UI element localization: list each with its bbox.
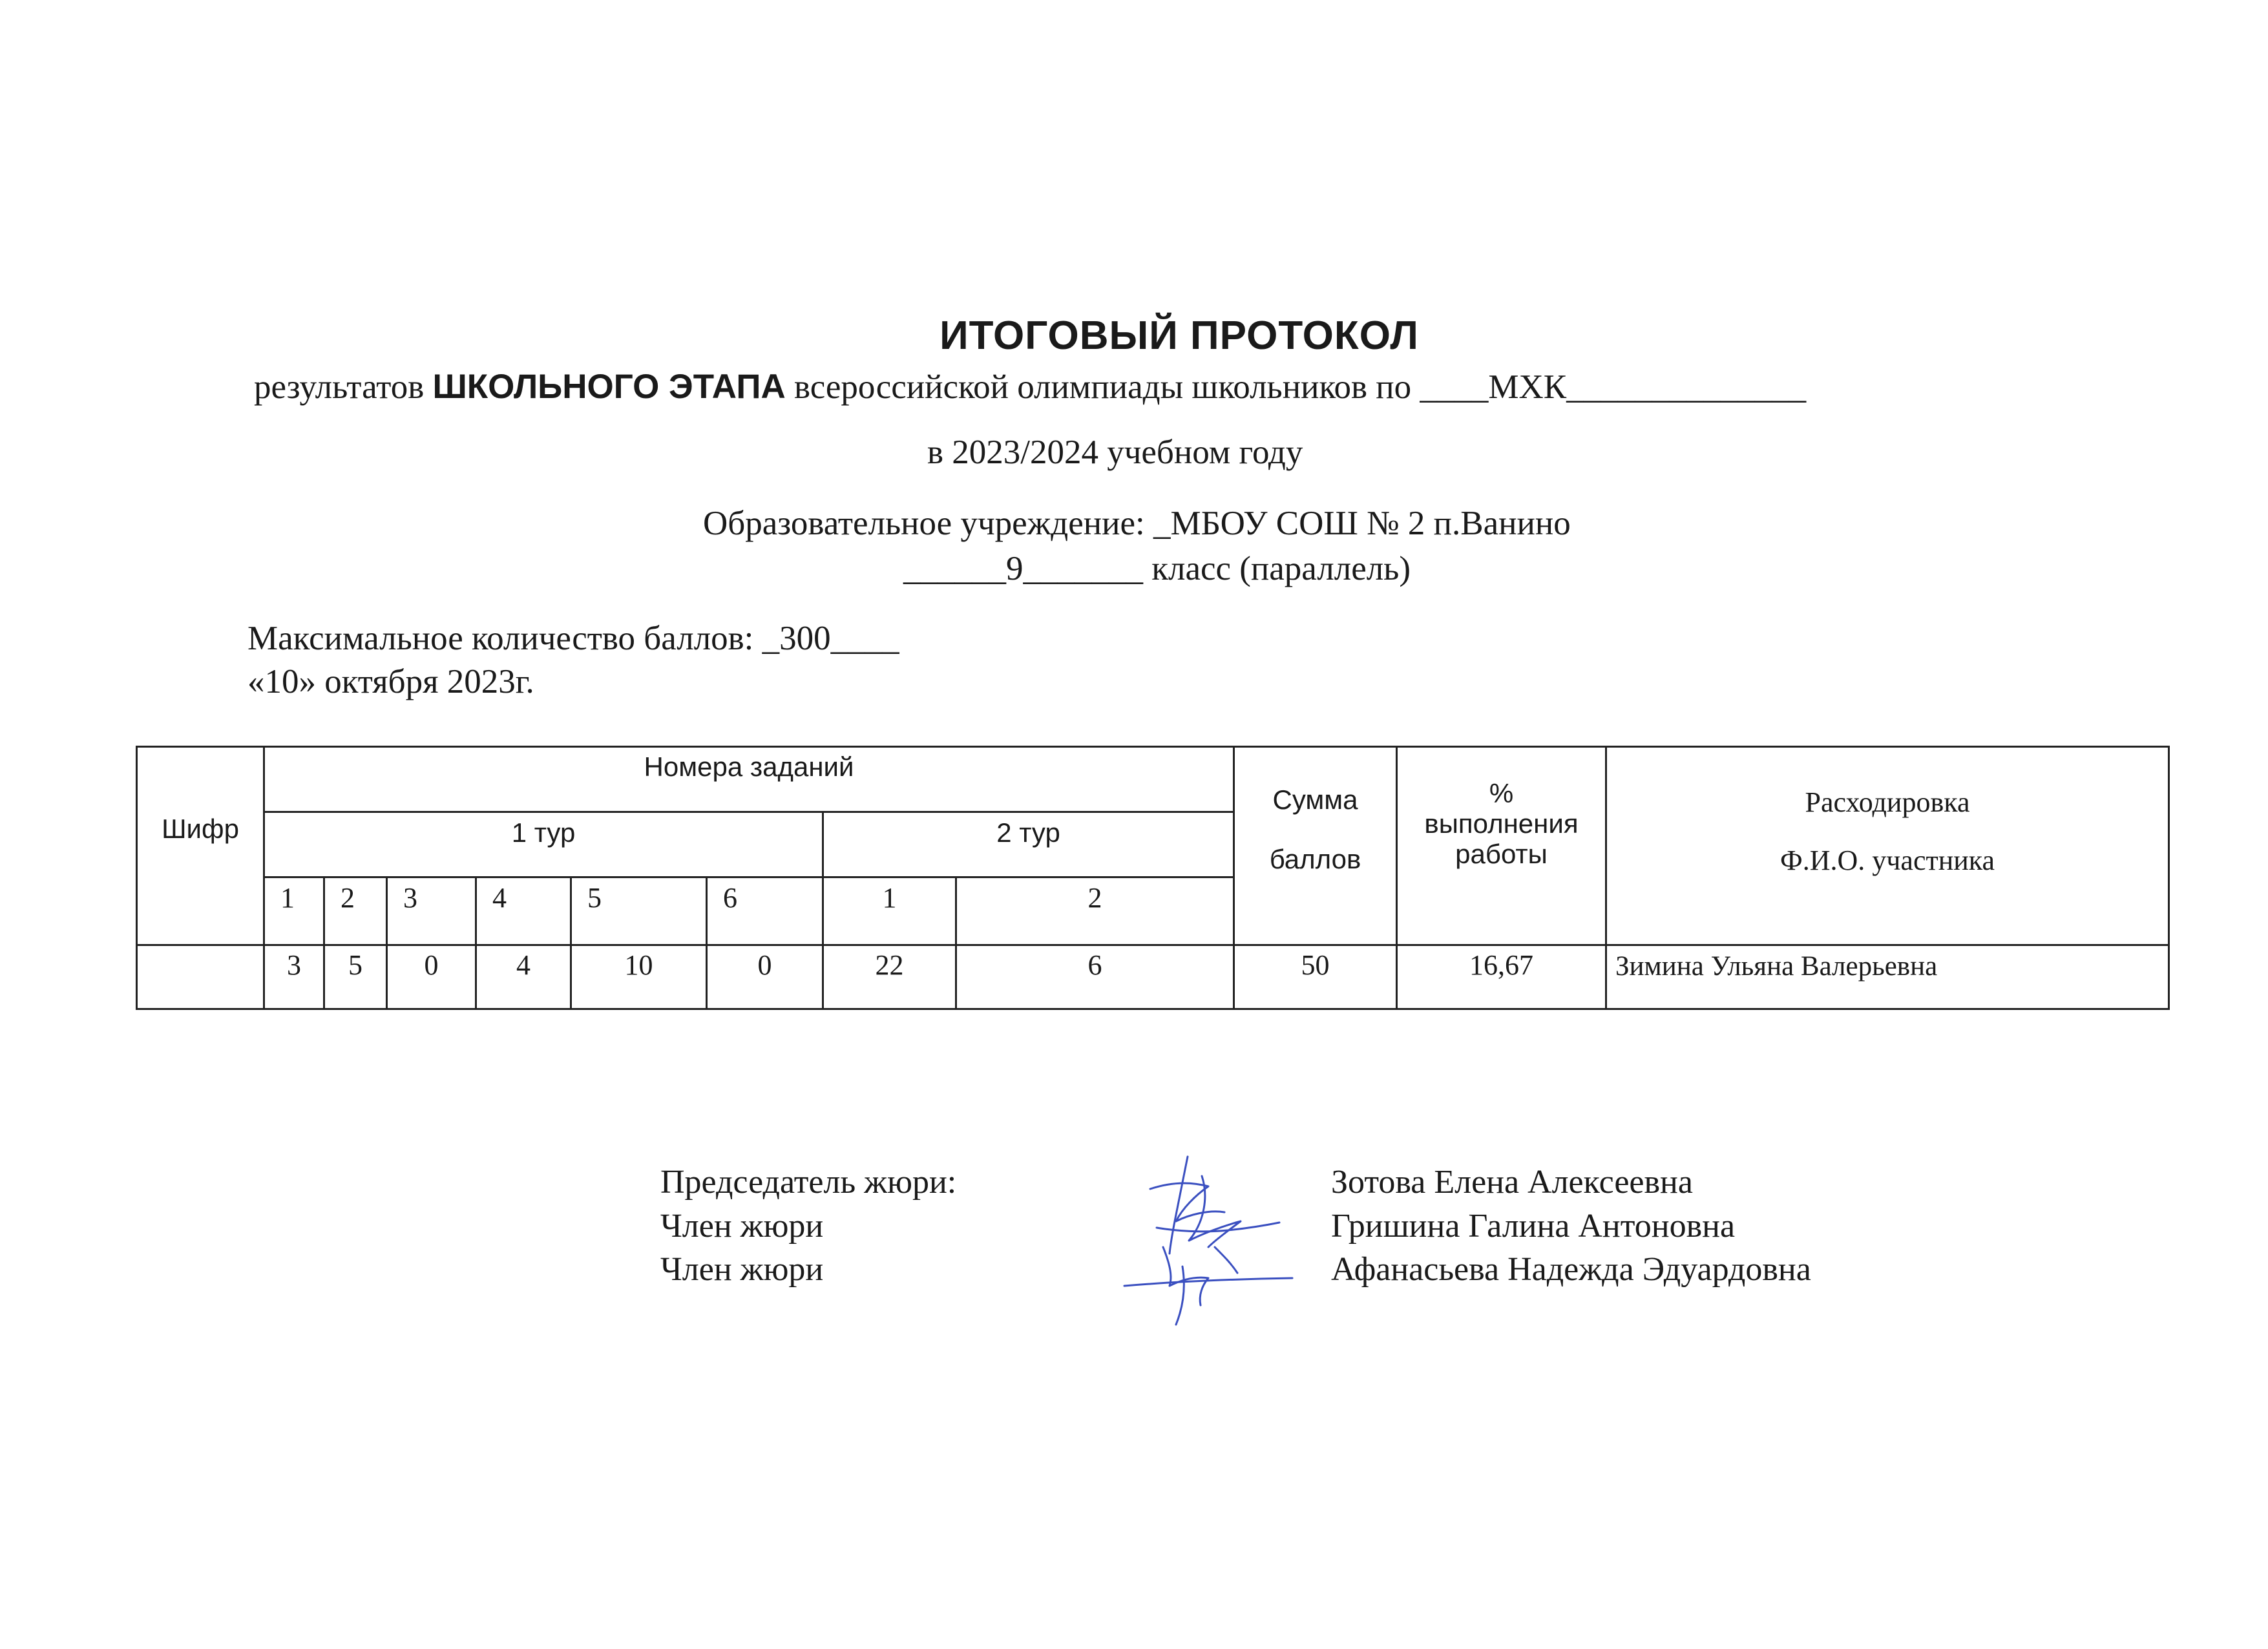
grade-line: ______9_______ класс (параллель) [903,550,1411,587]
signature-stroke [1170,1157,1188,1254]
header-round-2: 2 тур [996,817,1060,848]
subtitle-suffix: всероссийской олимпиады школьников по ____МХК______________ [785,368,1807,406]
table-line-header-bottom [136,944,2169,946]
table-border-right [2168,746,2170,1010]
date-line: «10» октября 2023г. [247,663,534,700]
header-sum [1235,784,1396,876]
participant-name: Зимина Ульяна Валерьевна [1615,951,1938,982]
signature-scribble-icon [1111,1150,1305,1331]
task-number: 4 [492,882,507,914]
score-cell: 0 [757,949,772,981]
school-line: Образовательное учреждение: _МБОУ СОШ № 2 п.Ванино [703,505,1571,542]
header-code: Шифр [162,814,239,844]
task-number: 6 [723,882,737,914]
task-number: 2 [341,882,355,914]
header-percent-line3: работы [1455,839,1548,869]
header-percent-line1: % [1489,778,1514,808]
max-score-line: Максимальное количество баллов: _300____ [247,620,899,657]
header-tasks: Номера заданий [644,751,854,782]
header-sum-line2: баллов [1269,844,1361,874]
jury-role-member: Член жюри [660,1251,824,1288]
table-line-pct [1605,746,1607,1010]
task-number: 3 [403,882,417,914]
score-cell: 5 [348,949,362,981]
jury-name-chair: Зотова Елена Алексеевна [1331,1164,1693,1201]
score-cell: 4 [516,949,530,981]
header-sum-line1: Сумма [1272,784,1358,815]
score-cell: 0 [424,949,439,981]
document-title: ИТОГОВЫЙ ПРОТОКОЛ [940,313,1419,358]
score-cell: 22 [875,949,904,981]
task-number: 1 [882,882,897,914]
score-cell: 10 [624,949,653,981]
header-decode [1607,786,2168,877]
jury-role-member: Член жюри [660,1208,824,1245]
header-percent-line2: выполнения [1424,808,1579,839]
percent-cell: 16,67 [1469,949,1533,981]
task-number: 2 [1087,882,1102,914]
header-decode-line1: Расходировка [1805,786,1970,818]
signature-stroke [1150,1183,1224,1221]
signature-stroke [1215,1247,1237,1273]
academic-year: в 2023/2024 учебном году [927,434,1303,471]
signature-stroke [1176,1266,1184,1325]
jury-name-member: Гришина Галина Антоновна [1331,1208,1736,1245]
table-line-task-row [263,876,1234,878]
subtitle-prefix: результатов [254,368,433,406]
score-cell: 6 [1087,949,1102,981]
task-number: 1 [280,882,295,914]
sum-cell: 50 [1301,949,1330,981]
header-percent [1398,778,1605,869]
table-border-left [136,746,138,1010]
table-border-bottom [136,1008,2169,1010]
header-decode-line2: Ф.И.О. участника [1780,845,1995,876]
table-border-top [136,746,2169,748]
score-cell: 3 [287,949,301,981]
subtitle-bold: ШКОЛЬНОГО ЭТАПА [432,368,786,406]
jury-name-member: Афанасьева Надежда Эдуардовна [1331,1251,1811,1288]
header-round-1: 1 тур [511,817,576,848]
signature-stroke [1163,1247,1208,1305]
jury-role-chair: Председатель жюри: [660,1164,957,1201]
task-number: 5 [587,882,602,914]
table-line-round-row [263,811,1234,813]
document-subtitle [254,367,1806,406]
